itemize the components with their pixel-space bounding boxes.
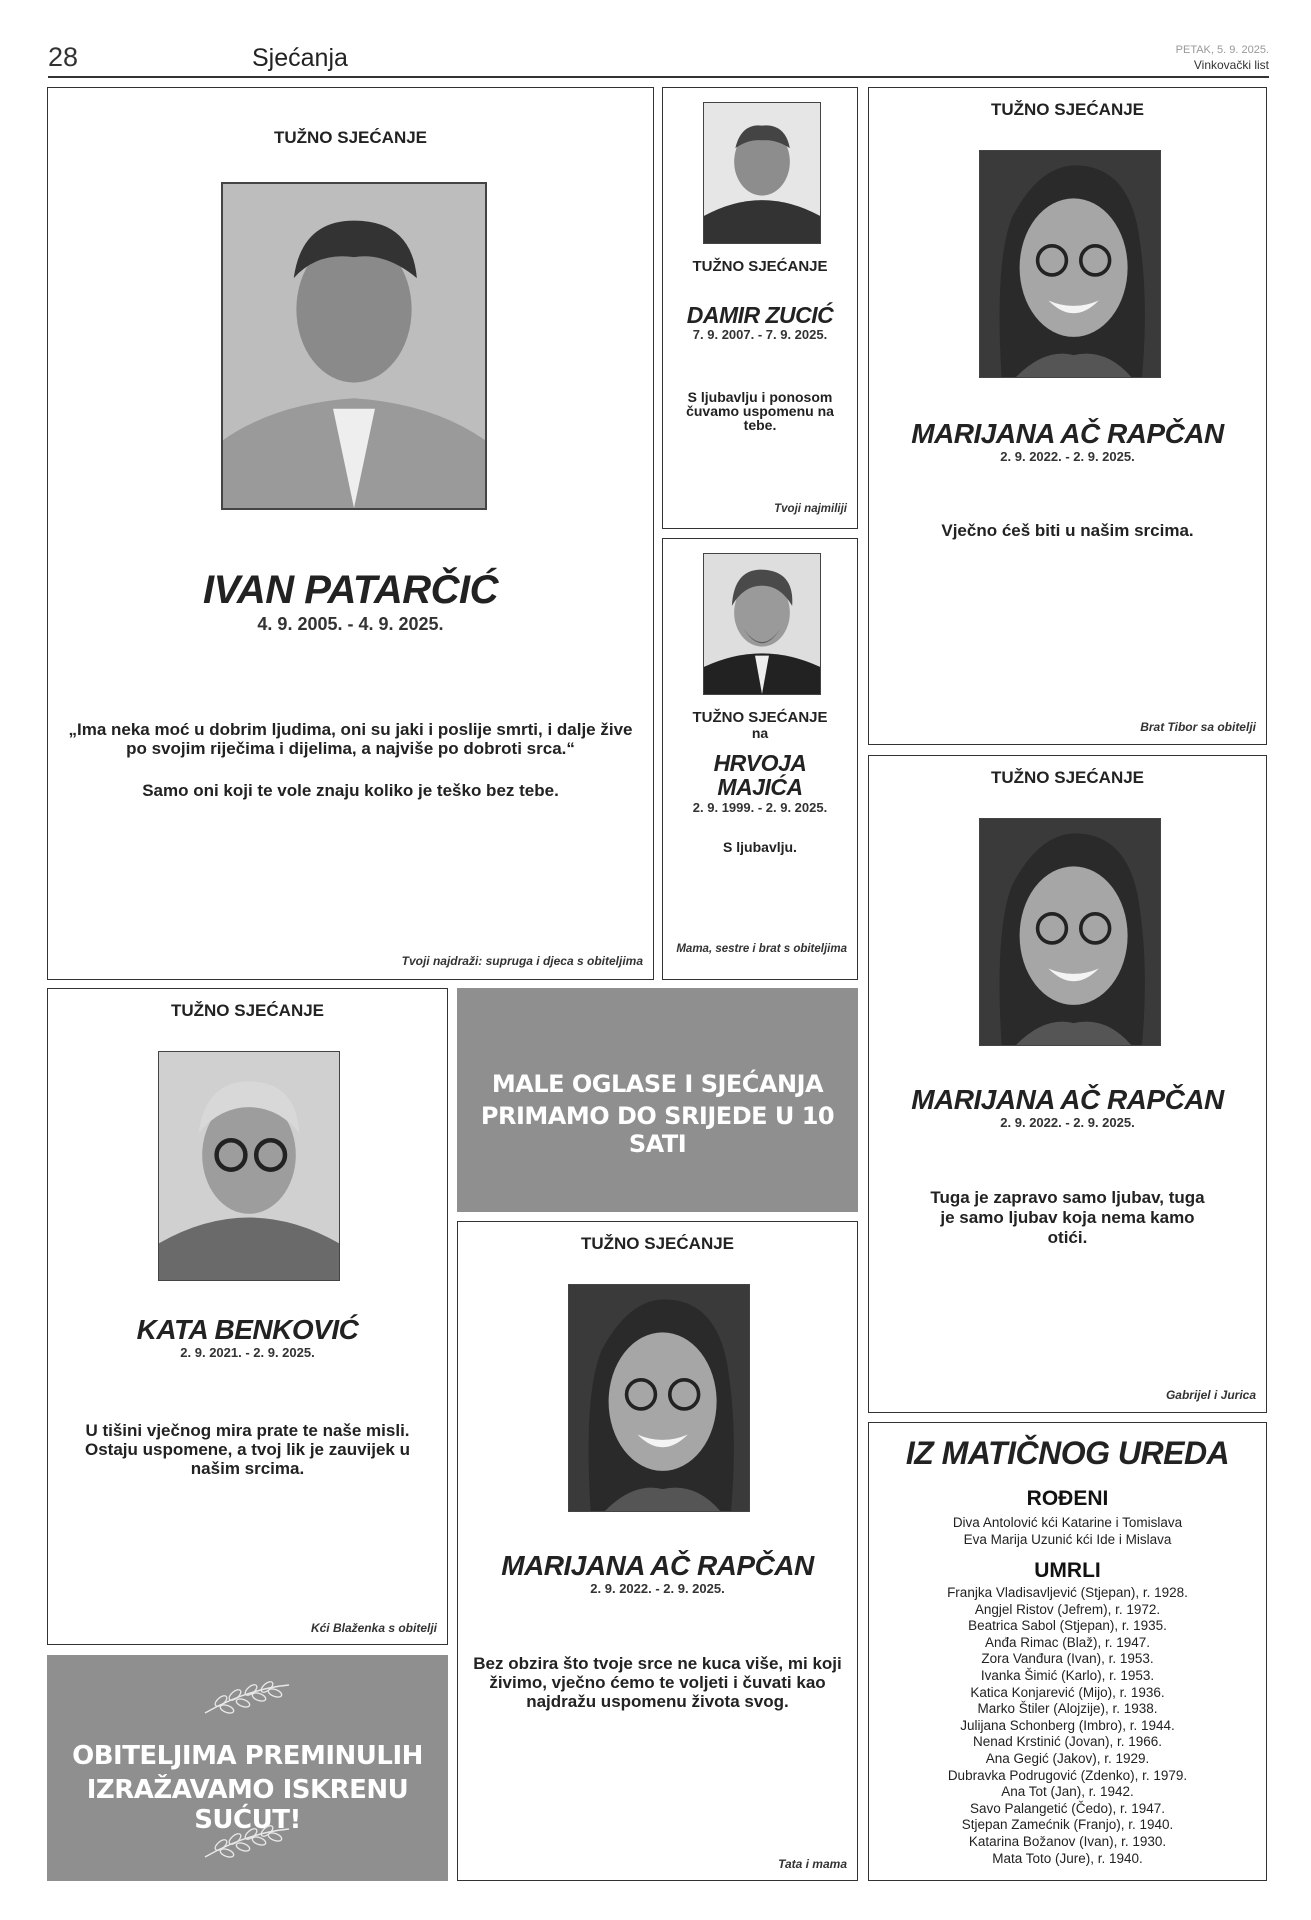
banner-line-2: IZRAŽAVAMO ISKRENU SUĆUT! [86,1775,409,1835]
signature: Tvoji najmiliji [774,503,847,515]
notice-heading: TUŽNO SJEĆANJE [170,1001,325,1020]
list-item: Mata Toto (Jure), r. 1940. [992,1850,1143,1866]
life-dates: 2. 9. 2021. - 2. 9. 2025. [180,1345,315,1360]
deceased-name: MARIJANA AČ RAPČAN [911,418,1224,449]
portrait-photo [568,1284,750,1512]
notice-damir-zucic [662,87,858,529]
portrait-photo [158,1051,340,1281]
portrait-photo [221,182,487,510]
died-list [869,1585,1266,1867]
list-item: Eva Marija Uzunić kći Ide i Mislava [963,1531,1172,1547]
leaf-ornament-top-icon [197,1679,297,1719]
portrait-photo [979,150,1161,378]
list-item: Julijana Schonberg (Imbro), r. 1944. [960,1717,1175,1733]
life-dates: 7. 9. 2007. - 7. 9. 2025. [692,327,828,342]
deceased-name: KATA BENKOVIĆ [136,1314,359,1345]
condolence-banner [47,1655,448,1881]
deceased-name: MARIJANA AČ RAPČAN [501,1550,814,1581]
memorial-message: Bez obzira što tvoje srce ne kuca više, mi koji živimo, vječno ćemo te voljeti i čuvati kao najdražu uspomenu života svog. [473,1654,842,1711]
memorial-message: U tišini vječnog mira prate te naše misli. Ostaju uspomene, a tvoj lik je zauvijek u našim srcima. [85,1421,410,1478]
list-item: Zora Vanđura (Ivan), r. 1953. [981,1651,1154,1667]
banner-line-1: OBITELJIMA PREMINULIH [72,1741,423,1771]
memorial-message: Samo oni koji te vole znaju koliko je teško bez tebe. [142,781,559,800]
notice-heading-sub: na [751,725,769,741]
banner-line-2: PRIMAMO DO SRIJEDE U 10 SATI [480,1102,835,1158]
list-item: Ivanka Šimić (Karlo), r. 1953. [980,1667,1155,1683]
portrait-photo [979,818,1161,1046]
list-item: Diva Antolović kći Katarine i Tomislava [952,1515,1183,1530]
deceased-name: IVAN PATARČIĆ [203,568,498,612]
signature: Mama, sestre i brat s obiteljima [676,943,847,955]
memorial-message: Tuga je zapravo samo ljubav, tuga je samo ljubav koja nema kamo otići. [930,1188,1205,1247]
notice-marijana-ac-rapcan-parents [457,1221,858,1881]
life-dates: 2. 9. 1999. - 2. 9. 2025. [692,800,828,815]
notice-heading: TUŽNO SJEĆANJE [580,1234,735,1253]
born-heading: ROĐENI [1026,1487,1109,1510]
deceased-name: DAMIR ZUCIĆ [686,302,834,328]
issue-date: PETAK, 5. 9. 2025. [1175,44,1269,56]
life-dates: 2. 9. 2022. - 2. 9. 2025. [1000,449,1135,464]
born-list [869,1515,1266,1548]
signature: Gabrijel i Jurica [1165,1388,1256,1402]
list-item: Franjka Vladisavljević (Stjepan), r. 1928. [947,1585,1188,1600]
life-dates: 2. 9. 2022. - 2. 9. 2025. [590,1581,725,1596]
list-item: Marko Štiler (Alojzije), r. 1938. [977,1701,1158,1717]
list-item: Beatrica Sabol (Stjepan), r. 1935. [968,1618,1167,1634]
notice-kata-benkovic [47,988,448,1645]
notice-hrvoje-majic [662,538,858,980]
died-heading: UMRLI [1034,1559,1101,1582]
portrait-photo [703,553,821,695]
registry-title: IZ MATIČNOG UREDA [905,1435,1230,1471]
memorial-message: S ljubavlju i ponosom čuvamo uspomenu na tebe. [686,389,834,433]
signature: Brat Tibor sa obitelji [1140,720,1256,734]
list-item: Ana Tot (Jan), r. 1942. [1001,1784,1134,1800]
notice-marijana-ac-rapcan-tibor [868,87,1267,745]
memorial-message: S ljubavlju. [723,839,797,855]
deceased-name-last: MAJIĆA [717,774,803,800]
deceased-name: MARIJANA AČ RAPČAN [911,1084,1224,1115]
leaf-ornament-bottom-icon [197,1823,297,1863]
notice-heading: TUŽNO SJEĆANJE [692,709,828,726]
list-item: Katarina Božanov (Ivan), r. 1930. [968,1833,1167,1849]
portrait-photo [703,102,821,244]
notice-heading: TUŽNO SJEĆANJE [990,768,1145,787]
notice-heading: TUŽNO SJEĆANJE [273,128,428,147]
notice-heading: TUŽNO SJEĆANJE [692,258,828,275]
list-item: Katica Konjarević (Mijo), r. 1936. [970,1684,1165,1700]
list-item: Nenad Krstinić (Jovan), r. 1966. [972,1734,1163,1750]
life-dates: 2. 9. 2022. - 2. 9. 2025. [1000,1115,1135,1130]
list-item: Dubravka Podrugović (Zdenko), r. 1979. [947,1767,1188,1783]
deceased-name-first: HRVOJA [713,750,807,776]
list-item: Anđa Rimac (Blaž), r. 1947. [984,1634,1151,1650]
classifieds-deadline-banner [457,988,858,1212]
notice-marijana-ac-rapcan-gabrijel [868,755,1267,1413]
header-rule [48,76,1269,78]
memorial-quote: „Ima neka moć u dobrim ljudima, oni su jaki i poslije smrti, i dalje žive po svojim riječima i dijelima, a najviše po dobroti srca.“ [68,720,633,758]
publication-name: Vinkovački list [1193,58,1269,72]
signature: Kći Blaženka s obitelji [310,1621,437,1635]
page-number: 28 [48,42,79,72]
banner-line-1: MALE OGLASE I SJEĆANJA [491,1070,824,1098]
signature: Tvoji najdraži: supruga i djeca s obiteljima [401,954,643,968]
list-item: Ana Gegić (Jakov), r. 1929. [985,1750,1150,1766]
notice-heading: TUŽNO SJEĆANJE [990,100,1145,119]
life-dates: 4. 9. 2005. - 4. 9. 2025. [257,614,444,634]
list-item: Angjel Ristov (Jefrem), r. 1972. [974,1601,1161,1617]
list-item: Savo Palangetić (Čedo), r. 1947. [969,1800,1166,1816]
list-item: Stjepan Zamećnik (Franjo), r. 1940. [961,1817,1174,1833]
section-title: Sjećanja [252,44,348,72]
memorial-message: Vječno ćeš biti u našim srcima. [941,521,1194,540]
registry-office-box [868,1422,1267,1881]
notice-ivan-patarcic [47,87,654,980]
signature: Tata i mama [778,1857,847,1871]
